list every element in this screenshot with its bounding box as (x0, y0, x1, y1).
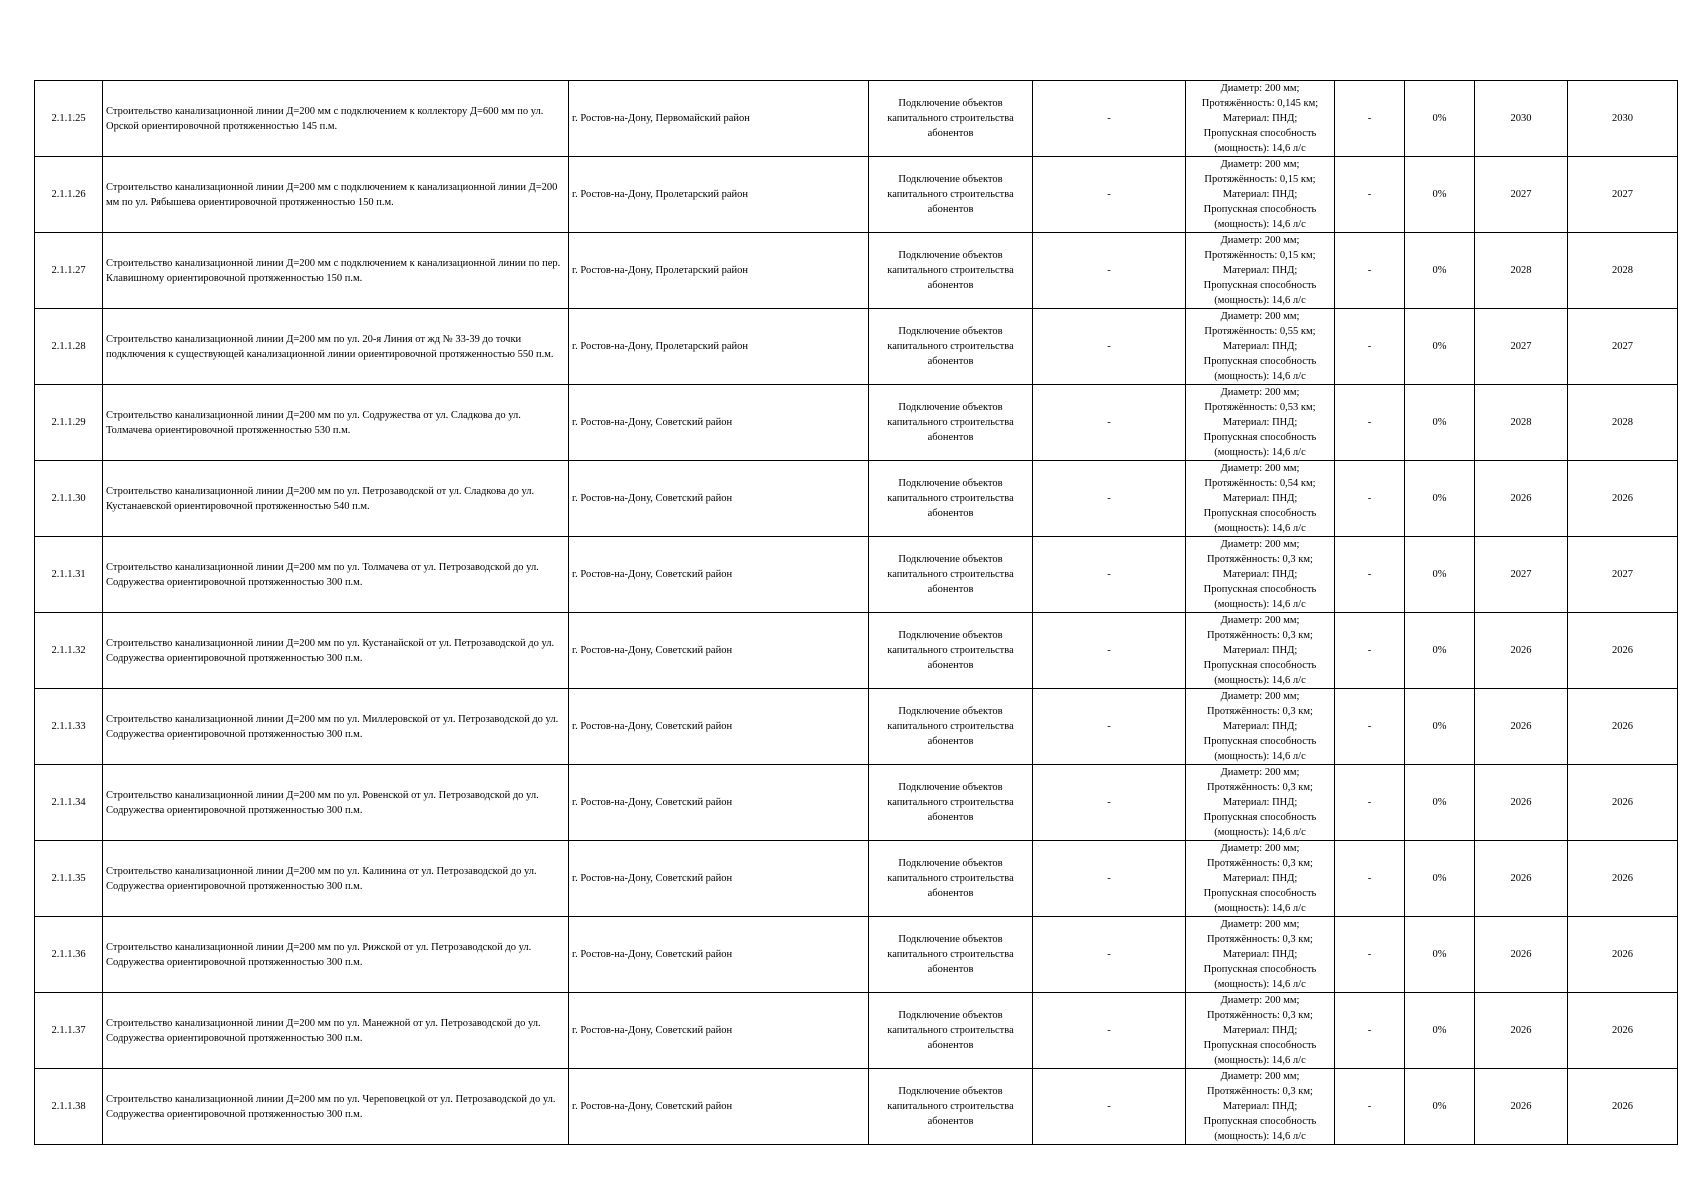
purpose-line: Подключение объектов (898, 1086, 1003, 1097)
purpose-line: Подключение объектов (898, 554, 1003, 565)
completion-percent-cell: 0% (1405, 233, 1475, 309)
table-row (35, 81, 1678, 157)
specification-line: Материал: ПНД; (1222, 417, 1298, 428)
item-number-cell: 2.1.1.35 (35, 841, 103, 917)
purpose-line: абонентов (927, 356, 974, 367)
specification-line: Материал: ПНД; (1222, 569, 1298, 580)
end-year-cell: 2026 (1568, 765, 1678, 841)
description-cell: Строительство канализационной линии Д=200 мм с подключением к коллектору Д=600 мм по ул. Орской ориентировочной протяженностью 145 п.м. (103, 81, 569, 157)
item-number-cell: 2.1.1.26 (35, 157, 103, 233)
item-number-cell: 2.1.1.25 (35, 81, 103, 157)
description-cell: Строительство канализационной линии Д=200 мм по ул. Толмачева от ул. Петрозаводской до ул. Содружества ориентировочной протяженностью 300 п.м. (103, 537, 569, 613)
completion-percent-cell: 0% (1405, 81, 1475, 157)
purpose-line: абонентов (927, 1116, 974, 1127)
completion-percent-cell: 0% (1405, 765, 1475, 841)
table-row (35, 309, 1678, 385)
projects-table (34, 80, 1678, 1145)
purpose-line: капитального строительства (887, 265, 1014, 276)
item-number-cell: 2.1.1.30 (35, 461, 103, 537)
specifications-cell (1186, 385, 1335, 461)
purpose-line: капитального строительства (887, 113, 1014, 124)
empty-value-cell: - (1033, 765, 1186, 841)
purpose-line: Подключение объектов (898, 706, 1003, 717)
item-number-cell: 2.1.1.38 (35, 1069, 103, 1145)
specification-line: Материал: ПНД; (1222, 113, 1298, 124)
item-number-cell: 2.1.1.37 (35, 993, 103, 1069)
end-year-cell: 2028 (1568, 385, 1678, 461)
specification-line: Протяжённость: 0,3 км; (1207, 1086, 1313, 1097)
specification-line: Диаметр: 200 мм; (1220, 1071, 1300, 1082)
specification-line: Диаметр: 200 мм; (1220, 995, 1300, 1006)
empty-value-cell: - (1335, 81, 1405, 157)
purpose-line: Подключение объектов (898, 630, 1003, 641)
purpose-line: Подключение объектов (898, 858, 1003, 869)
specifications-cell (1186, 461, 1335, 537)
purpose-cell (869, 1069, 1033, 1145)
purpose-line: абонентов (927, 888, 974, 899)
specification-line: Материал: ПНД; (1222, 1101, 1298, 1112)
description-cell: Строительство канализационной линии Д=200 мм с подключением к канализационной линии Д=200 мм по ул. Рябышева ориентировочной протяженностью 150 п.м. (103, 157, 569, 233)
specification-line: (мощность): 14,6 л/с (1214, 371, 1306, 382)
empty-value-cell: - (1033, 689, 1186, 765)
empty-value-cell: - (1335, 157, 1405, 233)
end-year-cell: 2026 (1568, 613, 1678, 689)
specification-line: Пропускная способность (1203, 128, 1317, 139)
start-year-cell: 2026 (1475, 765, 1568, 841)
specification-line: Протяжённость: 0,3 км; (1207, 782, 1313, 793)
specification-line: Материал: ПНД; (1222, 949, 1298, 960)
specifications-cell (1186, 993, 1335, 1069)
specification-line: Диаметр: 200 мм; (1220, 387, 1300, 398)
table-row (35, 157, 1678, 233)
specification-line: (мощность): 14,6 л/с (1214, 143, 1306, 154)
table-row (35, 841, 1678, 917)
specification-line: Протяжённость: 0,54 км; (1204, 478, 1316, 489)
description-cell: Строительство канализационной линии Д=200 мм с подключением к канализационной линии по пер. Клавишному ориентировочной протяженностью 150 п.м. (103, 233, 569, 309)
purpose-line: капитального строительства (887, 1101, 1014, 1112)
purpose-cell (869, 689, 1033, 765)
specification-line: Пропускная способность (1203, 1116, 1317, 1127)
specifications-cell (1186, 309, 1335, 385)
location-cell: г. Ростов-на-Дону, Советский район (569, 765, 869, 841)
location-cell: г. Ростов-на-Дону, Советский район (569, 841, 869, 917)
specifications-cell (1186, 157, 1335, 233)
specifications-cell (1186, 81, 1335, 157)
specification-line: Пропускная способность (1203, 888, 1317, 899)
specifications-cell (1186, 689, 1335, 765)
specification-line: Пропускная способность (1203, 736, 1317, 747)
start-year-cell: 2030 (1475, 81, 1568, 157)
purpose-cell (869, 461, 1033, 537)
purpose-line: капитального строительства (887, 873, 1014, 884)
empty-value-cell: - (1033, 309, 1186, 385)
specification-line: Материал: ПНД; (1222, 265, 1298, 276)
empty-value-cell: - (1335, 385, 1405, 461)
empty-value-cell: - (1033, 917, 1186, 993)
end-year-cell: 2026 (1568, 993, 1678, 1069)
specification-line: Диаметр: 200 мм; (1220, 235, 1300, 246)
specification-line: Диаметр: 200 мм; (1220, 463, 1300, 474)
description-cell: Строительство канализационной линии Д=200 мм по ул. Рижской от ул. Петрозаводской до ул. Содружества ориентировочной протяженностью 300 п.м. (103, 917, 569, 993)
specification-line: (мощность): 14,6 л/с (1214, 523, 1306, 534)
purpose-line: абонентов (927, 660, 974, 671)
start-year-cell: 2026 (1475, 993, 1568, 1069)
location-cell: г. Ростов-на-Дону, Советский район (569, 537, 869, 613)
empty-value-cell: - (1033, 233, 1186, 309)
specification-line: Протяжённость: 0,3 км; (1207, 554, 1313, 565)
purpose-line: Подключение объектов (898, 174, 1003, 185)
purpose-line: абонентов (927, 584, 974, 595)
completion-percent-cell: 0% (1405, 917, 1475, 993)
location-cell: г. Ростов-на-Дону, Первомайский район (569, 81, 869, 157)
description-cell: Строительство канализационной линии Д=200 мм по ул. Калинина от ул. Петрозаводской до ул. Содружества ориентировочной протяженностью 300 п.м. (103, 841, 569, 917)
empty-value-cell: - (1335, 613, 1405, 689)
specification-line: Материал: ПНД; (1222, 873, 1298, 884)
purpose-line: Подключение объектов (898, 478, 1003, 489)
start-year-cell: 2028 (1475, 385, 1568, 461)
empty-value-cell: - (1335, 993, 1405, 1069)
specification-line: Материал: ПНД; (1222, 493, 1298, 504)
specification-line: Пропускная способность (1203, 584, 1317, 595)
purpose-line: абонентов (927, 736, 974, 747)
purpose-line: капитального строительства (887, 721, 1014, 732)
table-row (35, 765, 1678, 841)
end-year-cell: 2026 (1568, 841, 1678, 917)
purpose-cell (869, 993, 1033, 1069)
purpose-cell (869, 309, 1033, 385)
purpose-line: абонентов (927, 964, 974, 975)
table-row (35, 689, 1678, 765)
purpose-line: капитального строительства (887, 341, 1014, 352)
empty-value-cell: - (1335, 765, 1405, 841)
specifications-cell (1186, 537, 1335, 613)
purpose-line: капитального строительства (887, 493, 1014, 504)
specification-line: Материал: ПНД; (1222, 721, 1298, 732)
end-year-cell: 2027 (1568, 157, 1678, 233)
specification-line: Диаметр: 200 мм; (1220, 767, 1300, 778)
location-cell: г. Ростов-на-Дону, Советский район (569, 385, 869, 461)
specification-line: (мощность): 14,6 л/с (1214, 751, 1306, 762)
specification-line: (мощность): 14,6 л/с (1214, 827, 1306, 838)
item-number-cell: 2.1.1.34 (35, 765, 103, 841)
empty-value-cell: - (1335, 689, 1405, 765)
specifications-cell (1186, 917, 1335, 993)
description-cell: Строительство канализационной линии Д=200 мм по ул. Ровенской от ул. Петрозаводской до ул. Содружества ориентировочной протяженностью 300 п.м. (103, 765, 569, 841)
purpose-line: Подключение объектов (898, 250, 1003, 261)
completion-percent-cell: 0% (1405, 309, 1475, 385)
specification-line: (мощность): 14,6 л/с (1214, 1131, 1306, 1142)
specification-line: Материал: ПНД; (1222, 797, 1298, 808)
empty-value-cell: - (1033, 993, 1186, 1069)
specification-line: Диаметр: 200 мм; (1220, 615, 1300, 626)
specifications-cell (1186, 233, 1335, 309)
purpose-line: абонентов (927, 508, 974, 519)
location-cell: г. Ростов-на-Дону, Советский район (569, 993, 869, 1069)
empty-value-cell: - (1033, 537, 1186, 613)
empty-value-cell: - (1335, 917, 1405, 993)
end-year-cell: 2026 (1568, 1069, 1678, 1145)
specification-line: Протяжённость: 0,3 км; (1207, 858, 1313, 869)
specification-line: Диаметр: 200 мм; (1220, 919, 1300, 930)
specification-line: (мощность): 14,6 л/с (1214, 903, 1306, 914)
specification-line: (мощность): 14,6 л/с (1214, 599, 1306, 610)
completion-percent-cell: 0% (1405, 613, 1475, 689)
description-cell: Строительство канализационной линии Д=200 мм по ул. Манежной от ул. Петрозаводской до ул. Содружества ориентировочной протяженностью 300 п.м. (103, 993, 569, 1069)
description-cell: Строительство канализационной линии Д=200 мм по ул. Миллеровской от ул. Петрозаводской до ул. Содружества ориентировочной протяженностью 300 п.м. (103, 689, 569, 765)
specification-line: Протяжённость: 0,15 км; (1204, 174, 1316, 185)
empty-value-cell: - (1335, 461, 1405, 537)
specification-line: Диаметр: 200 мм; (1220, 843, 1300, 854)
specifications-cell (1186, 841, 1335, 917)
specification-line: (мощность): 14,6 л/с (1214, 979, 1306, 990)
item-number-cell: 2.1.1.27 (35, 233, 103, 309)
table-row (35, 537, 1678, 613)
purpose-cell (869, 917, 1033, 993)
specification-line: Диаметр: 200 мм; (1220, 159, 1300, 170)
specification-line: Пропускная способность (1203, 1040, 1317, 1051)
table-row (35, 233, 1678, 309)
specification-line: Пропускная способность (1203, 964, 1317, 975)
purpose-cell (869, 537, 1033, 613)
completion-percent-cell: 0% (1405, 689, 1475, 765)
specification-line: Протяжённость: 0,55 км; (1204, 326, 1316, 337)
purpose-cell (869, 81, 1033, 157)
item-number-cell: 2.1.1.33 (35, 689, 103, 765)
purpose-line: абонентов (927, 280, 974, 291)
completion-percent-cell: 0% (1405, 1069, 1475, 1145)
start-year-cell: 2026 (1475, 689, 1568, 765)
purpose-line: абонентов (927, 204, 974, 215)
start-year-cell: 2027 (1475, 157, 1568, 233)
end-year-cell: 2027 (1568, 309, 1678, 385)
purpose-line: Подключение объектов (898, 782, 1003, 793)
empty-value-cell: - (1033, 461, 1186, 537)
empty-value-cell: - (1335, 233, 1405, 309)
purpose-cell (869, 385, 1033, 461)
completion-percent-cell: 0% (1405, 385, 1475, 461)
purpose-cell (869, 765, 1033, 841)
specification-line: Пропускная способность (1203, 508, 1317, 519)
specifications-cell (1186, 765, 1335, 841)
specifications-cell (1186, 1069, 1335, 1145)
specification-line: (мощность): 14,6 л/с (1214, 219, 1306, 230)
specification-line: Протяжённость: 0,3 км; (1207, 934, 1313, 945)
empty-value-cell: - (1033, 1069, 1186, 1145)
purpose-line: капитального строительства (887, 189, 1014, 200)
description-cell: Строительство канализационной линии Д=200 мм по ул. Череповецкой от ул. Петрозаводской до ул. Содружества ориентировочной протяженностью 300 п.м. (103, 1069, 569, 1145)
start-year-cell: 2027 (1475, 309, 1568, 385)
specification-line: (мощность): 14,6 л/с (1214, 1055, 1306, 1066)
table-row (35, 613, 1678, 689)
purpose-line: капитального строительства (887, 1025, 1014, 1036)
specification-line: Протяжённость: 0,145 км; (1201, 98, 1319, 109)
purpose-line: капитального строительства (887, 949, 1014, 960)
end-year-cell: 2026 (1568, 689, 1678, 765)
location-cell: г. Ростов-на-Дону, Советский район (569, 1069, 869, 1145)
specification-line: (мощность): 14,6 л/с (1214, 675, 1306, 686)
purpose-line: абонентов (927, 432, 974, 443)
empty-value-cell: - (1033, 385, 1186, 461)
empty-value-cell: - (1335, 537, 1405, 613)
purpose-line: абонентов (927, 1040, 974, 1051)
specification-line: Диаметр: 200 мм; (1220, 539, 1300, 550)
empty-value-cell: - (1033, 157, 1186, 233)
description-cell: Строительство канализационной линии Д=200 мм по ул. Содружества от ул. Сладкова до ул. Толмачева ориентировочной протяженностью 530 п.м. (103, 385, 569, 461)
empty-value-cell: - (1335, 309, 1405, 385)
specification-line: Протяжённость: 0,3 км; (1207, 630, 1313, 641)
purpose-line: Подключение объектов (898, 402, 1003, 413)
specification-line: Материал: ПНД; (1222, 189, 1298, 200)
table-row (35, 461, 1678, 537)
specification-line: Пропускная способность (1203, 356, 1317, 367)
specification-line: Пропускная способность (1203, 812, 1317, 823)
specification-line: Протяжённость: 0,3 км; (1207, 706, 1313, 717)
purpose-line: капитального строительства (887, 645, 1014, 656)
purpose-cell (869, 841, 1033, 917)
end-year-cell: 2026 (1568, 917, 1678, 993)
item-number-cell: 2.1.1.31 (35, 537, 103, 613)
purpose-cell (869, 613, 1033, 689)
empty-value-cell: - (1033, 81, 1186, 157)
purpose-line: капитального строительства (887, 569, 1014, 580)
location-cell: г. Ростов-на-Дону, Пролетарский район (569, 233, 869, 309)
location-cell: г. Ростов-на-Дону, Советский район (569, 689, 869, 765)
document-page (34, 80, 1657, 1145)
purpose-line: Подключение объектов (898, 326, 1003, 337)
specification-line: Протяжённость: 0,15 км; (1204, 250, 1316, 261)
specification-line: Диаметр: 200 мм; (1220, 691, 1300, 702)
specification-line: Материал: ПНД; (1222, 341, 1298, 352)
item-number-cell: 2.1.1.29 (35, 385, 103, 461)
empty-value-cell: - (1335, 1069, 1405, 1145)
end-year-cell: 2028 (1568, 233, 1678, 309)
purpose-line: капитального строительства (887, 417, 1014, 428)
completion-percent-cell: 0% (1405, 157, 1475, 233)
location-cell: г. Ростов-на-Дону, Пролетарский район (569, 157, 869, 233)
specification-line: Протяжённость: 0,53 км; (1204, 402, 1316, 413)
end-year-cell: 2026 (1568, 461, 1678, 537)
specification-line: Пропускная способность (1203, 204, 1317, 215)
completion-percent-cell: 0% (1405, 461, 1475, 537)
table-row (35, 385, 1678, 461)
start-year-cell: 2027 (1475, 537, 1568, 613)
specification-line: Материал: ПНД; (1222, 645, 1298, 656)
start-year-cell: 2026 (1475, 461, 1568, 537)
completion-percent-cell: 0% (1405, 993, 1475, 1069)
completion-percent-cell: 0% (1405, 537, 1475, 613)
location-cell: г. Ростов-на-Дону, Советский район (569, 613, 869, 689)
end-year-cell: 2030 (1568, 81, 1678, 157)
purpose-line: Подключение объектов (898, 98, 1003, 109)
description-cell: Строительство канализационной линии Д=200 мм по ул. Петрозаводской от ул. Сладкова до ул. Кустанаевской ориентировочной протяженностью 540 п.м. (103, 461, 569, 537)
purpose-line: Подключение объектов (898, 934, 1003, 945)
purpose-line: абонентов (927, 128, 974, 139)
start-year-cell: 2026 (1475, 1069, 1568, 1145)
purpose-line: капитального строительства (887, 797, 1014, 808)
end-year-cell: 2027 (1568, 537, 1678, 613)
specification-line: Материал: ПНД; (1222, 1025, 1298, 1036)
specification-line: Протяжённость: 0,3 км; (1207, 1010, 1313, 1021)
location-cell: г. Ростов-на-Дону, Пролетарский район (569, 309, 869, 385)
purpose-cell (869, 233, 1033, 309)
location-cell: г. Ростов-на-Дону, Советский район (569, 917, 869, 993)
item-number-cell: 2.1.1.28 (35, 309, 103, 385)
specification-line: Пропускная способность (1203, 280, 1317, 291)
description-cell: Строительство канализационной линии Д=200 мм по ул. 20-я Линия от жд № 33-39 до точки подключения к существующей канализационной линии ориентировочной протяженностью 550 п.м. (103, 309, 569, 385)
specification-line: Диаметр: 200 мм; (1220, 311, 1300, 322)
empty-value-cell: - (1033, 613, 1186, 689)
table-row (35, 917, 1678, 993)
table-row (35, 993, 1678, 1069)
purpose-line: Подключение объектов (898, 1010, 1003, 1021)
specification-line: (мощность): 14,6 л/с (1214, 447, 1306, 458)
location-cell: г. Ростов-на-Дону, Советский район (569, 461, 869, 537)
specification-line: Пропускная способность (1203, 660, 1317, 671)
item-number-cell: 2.1.1.32 (35, 613, 103, 689)
item-number-cell: 2.1.1.36 (35, 917, 103, 993)
specification-line: (мощность): 14,6 л/с (1214, 295, 1306, 306)
start-year-cell: 2026 (1475, 917, 1568, 993)
start-year-cell: 2026 (1475, 841, 1568, 917)
table-body (35, 81, 1678, 1145)
purpose-line: абонентов (927, 812, 974, 823)
purpose-cell (869, 157, 1033, 233)
start-year-cell: 2026 (1475, 613, 1568, 689)
table-row (35, 1069, 1678, 1145)
start-year-cell: 2028 (1475, 233, 1568, 309)
specifications-cell (1186, 613, 1335, 689)
empty-value-cell: - (1335, 841, 1405, 917)
empty-value-cell: - (1033, 841, 1186, 917)
specification-line: Диаметр: 200 мм; (1220, 83, 1300, 94)
completion-percent-cell: 0% (1405, 841, 1475, 917)
specification-line: Пропускная способность (1203, 432, 1317, 443)
description-cell: Строительство канализационной линии Д=200 мм по ул. Кустанайской от ул. Петрозаводской до ул. Содружества ориентировочной протяженностью 300 п.м. (103, 613, 569, 689)
